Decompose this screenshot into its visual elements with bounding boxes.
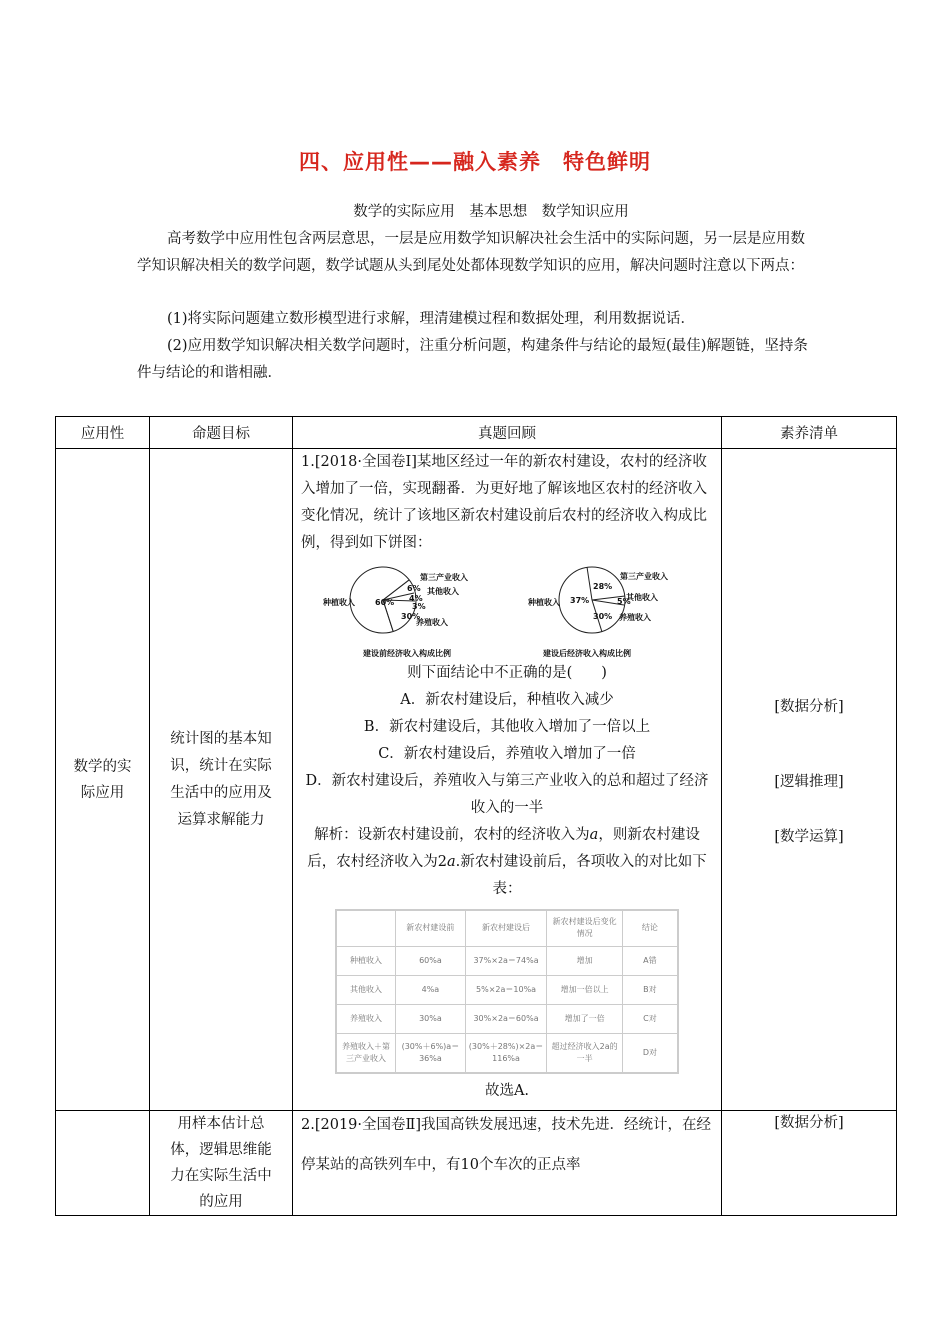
comparison-cell: 60%a	[396, 946, 466, 975]
literacy-cell	[722, 449, 897, 1111]
comparison-cell: C对	[622, 1004, 678, 1033]
comparison-cell: B对	[622, 975, 678, 1004]
table-row	[56, 1111, 897, 1216]
intro-paragraph-3: (2)应用数学知识解决相关数学问题时，注重分析问题，构建条件与结论的最短(最佳)解题链，坚持条件与结论的和谐相融．	[137, 338, 808, 381]
comparison-cell: 30%×2a＝60%a	[465, 1004, 547, 1033]
pie-after-label-other: 其他收入	[626, 593, 658, 602]
review-cell	[293, 1111, 722, 1216]
comparison-header-row	[336, 910, 678, 946]
literacy-tag: [数学运算]	[774, 829, 844, 845]
pie-after-label-tertiary: 第三产业收入	[620, 572, 668, 581]
pie-before-label-planting: 种植收入	[323, 598, 355, 607]
header-literacy: 素养清单	[722, 417, 897, 449]
page-title: 四、应用性——融入素养 特色鲜明	[299, 150, 651, 174]
comparison-cell: 37%×2a＝74%a	[465, 946, 547, 975]
analysis-mid: ，则新农村建设后，农村经济收入为2	[307, 827, 700, 870]
pie-after-label-planting: 种植收入	[528, 598, 560, 607]
comparison-cell: (30%＋28%)×2a＝116%a	[465, 1033, 547, 1073]
option-a: A．新农村建设后，种植收入减少	[400, 692, 614, 708]
category-text: 数学的实际应用	[73, 758, 132, 801]
comparison-header-cell: 新农村建设后	[465, 910, 547, 946]
pie-before-caption: 建设前经济收入构成比例	[363, 649, 451, 658]
comparison-table	[335, 909, 679, 1074]
comparison-header-cell: 新农村建设后变化情况	[547, 910, 622, 946]
application-table	[55, 416, 897, 1216]
goal-cell	[150, 1111, 293, 1216]
comparison-cell: 5%×2a＝10%a	[465, 975, 547, 1004]
comparison-header-cell: 结论	[622, 910, 678, 946]
goal-text: 用样本估计总体，逻辑思维能力在实际生活中的应用	[170, 1116, 272, 1210]
question-text: 1.[2018·全国卷Ⅰ]某地区经过一年的新农村建设，农村的经济收入增加了一倍，实现翻番．为更好地了解该地区农村的经济收入变化情况，统计了该地区新农村建设前后农村的经济收入构成比例，得到如下饼图：	[301, 454, 707, 551]
table-row	[56, 449, 897, 1111]
review-cell	[293, 449, 722, 1111]
literacy-tag: [数据分析]	[774, 699, 844, 715]
pie-after-value-breeding: 30%	[593, 612, 613, 621]
question-text: 2.[2019·全国卷Ⅱ]我国高铁发展迅速，技术先进．经统计，在经停某站的高铁列车中，有10个车次的正点率	[301, 1117, 712, 1173]
comparison-cell: 养殖收入＋第三产业收入	[336, 1033, 396, 1073]
literacy-tag: [逻辑推理]	[774, 774, 844, 790]
pie-before-value-other: 4%	[409, 594, 423, 603]
comparison-cell: D对	[622, 1033, 678, 1073]
comparison-cell: 增加	[547, 946, 622, 975]
comparison-cell: 增加了一倍	[547, 1004, 622, 1033]
analysis-prefix: 解析：设新农村建设前，农村的经济收入为	[314, 827, 590, 843]
pie-before-label-tertiary: 第三产业收入	[420, 573, 468, 582]
analysis-var: a	[589, 827, 599, 843]
goal-cell	[150, 449, 293, 1111]
comparison-header-cell: 新农村建设前	[396, 910, 466, 946]
option-d: D．新农村建设后，养殖收入与第三产业收入的总和超过了经济收入的一半	[305, 773, 709, 816]
comparison-row	[336, 975, 678, 1004]
comparison-cell: 30%a	[396, 1004, 466, 1033]
pie-after-value-tertiary: 28%	[593, 582, 613, 591]
question-prompt: 则下面结论中不正确的是( )	[407, 665, 607, 681]
comparison-cell: 4%a	[396, 975, 466, 1004]
pie-before-value-third: 3%	[412, 602, 426, 611]
pie-after-value-other: 5%	[617, 597, 631, 606]
comparison-header-cell	[336, 910, 396, 946]
intro-paragraph-2: (1)将实际问题建立数形模型进行求解，理清建模过程和数据处理，利用数据说话．	[167, 311, 696, 327]
category-cell	[56, 1111, 150, 1216]
header-application: 应用性	[56, 417, 150, 449]
comparison-cell: (30%＋6%)a＝36%a	[396, 1033, 466, 1073]
comparison-cell: 种植收入	[336, 946, 396, 975]
analysis-var-2: a	[446, 854, 456, 870]
pie-before-label-other: 其他收入	[427, 587, 459, 596]
pie-charts	[301, 561, 713, 658]
pie-before-value-breeding: 30%	[401, 612, 421, 621]
comparison-cell: A错	[622, 946, 678, 975]
comparison-cell: 增加一倍以上	[547, 975, 622, 1004]
intro-paragraph-1: 高考数学中应用性包含两层意思，一层是应用数学知识解决社会生活中的实际问题，另一层是应用数学知识解决相关的数学问题，数学试题从头到尾处处都体现数学知识的应用，解决问题时注意以下两点：	[137, 231, 805, 274]
pie-before-label-breeding: 养殖收入	[416, 618, 448, 627]
comparison-cell: 养殖收入	[336, 1004, 396, 1033]
option-c: C．新农村建设后，养殖收入增加了一倍	[378, 746, 636, 762]
comparison-row	[336, 1004, 678, 1033]
analysis-text	[301, 822, 713, 903]
pie-before-value-planting: 60%	[375, 598, 395, 607]
category-cell	[56, 449, 150, 1111]
header-goal: 命题目标	[150, 417, 293, 449]
literacy-cell	[722, 1111, 897, 1216]
option-b: B．新农村建设后，其他收入增加了一倍以上	[363, 719, 651, 735]
pie-after-value-planting: 37%	[570, 596, 590, 605]
goal-text: 统计图的基本知识，统计在实际生活中的应用及运算求解能力	[170, 730, 272, 828]
pie-after-label-breeding: 养殖收入	[619, 613, 651, 622]
comparison-cell: 超过经济收入2a的一半	[547, 1033, 622, 1073]
comparison-row	[336, 1033, 678, 1073]
answer-text: 故选A.	[484, 1083, 530, 1099]
subtitle: 数学的实际应用 基本思想 数学知识应用	[353, 204, 629, 220]
analysis-suffix: .新农村建设前后，各项收入的对比如下表：	[455, 854, 707, 897]
pie-after-caption: 建设后经济收入构成比例	[543, 649, 631, 658]
comparison-row	[336, 946, 678, 975]
comparison-cell: 其他收入	[336, 975, 396, 1004]
literacy-tag: [数据分析]	[774, 1115, 844, 1131]
header-review: 真题回顾	[293, 417, 722, 449]
table-header-row	[56, 417, 897, 449]
pie-before-value-tertiary: 6%	[407, 584, 421, 593]
